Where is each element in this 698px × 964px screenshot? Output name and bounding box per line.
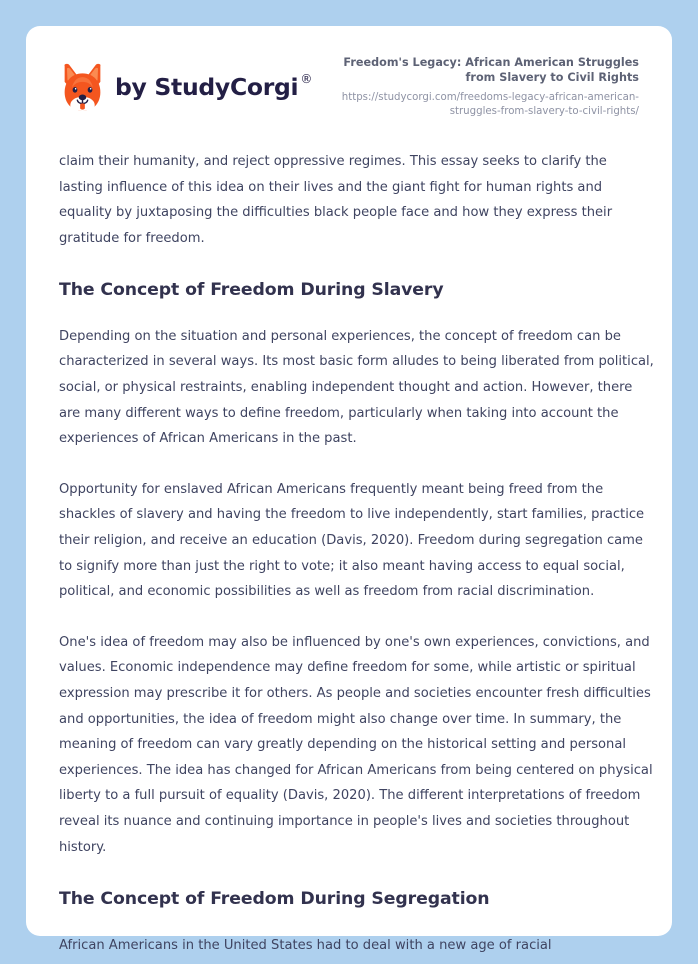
paragraph: African Americans in the United States had to deal with a new age of racial xyxy=(59,937,552,953)
document-page xyxy=(26,26,672,953)
registered-trademark-icon: ® xyxy=(300,71,313,86)
section-heading-slavery: The Concept of Freedom During Slavery xyxy=(59,280,444,301)
paragraph: One's idea of freedom may also be influenced by one's own experiences, convictions, and values. Economic independence may define freedom for some, while artistic or spiritual expression may prescribe it for others. As people and societies encounter fresh difficulties and opportunities, the idea of freedom might also change over time. In summary, the meaning of freedom can vary greatly depending on the historical setting and personal experiences. The idea has changed for African Americans from being centered on physical liberty to a full pursuit of equality (Davis, 2020). The different interpretations of freedom reveal its nuance and continuing importance in people's lives and societies throughout history. xyxy=(59,634,653,855)
brand-name: by StudyCorgi xyxy=(115,72,299,101)
brand-logo-lockup[interactable] xyxy=(59,63,312,112)
document-url[interactable]: https://studycorgi.com/freedoms-legacy-african-american-struggles-from-slavery-to-civil-rights/ xyxy=(341,92,639,117)
corgi-head-icon xyxy=(59,63,106,112)
intro-paragraph: claim their humanity, and reject oppressive regimes. This essay seeks to clarify the lasting influence of this idea on their lives and the giant fight for human rights and equality by juxtaposing the difficulties black people face and how they express their gratitude for freedom. xyxy=(59,154,613,246)
header-document-meta xyxy=(319,56,639,118)
section-heading-segregation: The Concept of Freedom During Segregation xyxy=(59,889,490,910)
document-title: Freedom's Legacy: African American Struggles from Slavery to Civil Rights xyxy=(343,56,639,85)
brand-wordmark xyxy=(115,71,313,101)
document-header xyxy=(26,26,672,149)
article-body xyxy=(59,149,654,958)
paragraph: Opportunity for enslaved African Americans frequently meant being freed from the shackles of slavery and having the freedom to live independently, start families, practice their religion, and receive an education (Davis, 2020). Freedom during segregation came to signify more than just the right to vote; it also meant having access to equal social, political, and economic possibilities as well as freedom from racial discrimination. xyxy=(59,481,645,600)
paragraph: Depending on the situation and personal experiences, the concept of freedom can be characterized in several ways. Its most basic form alludes to being liberated from political, social, or physical restraints, enabling independent thought and action. However, there are many different ways to define freedom, particularly when taking into account the experiences of African Americans in the past. xyxy=(59,328,654,447)
